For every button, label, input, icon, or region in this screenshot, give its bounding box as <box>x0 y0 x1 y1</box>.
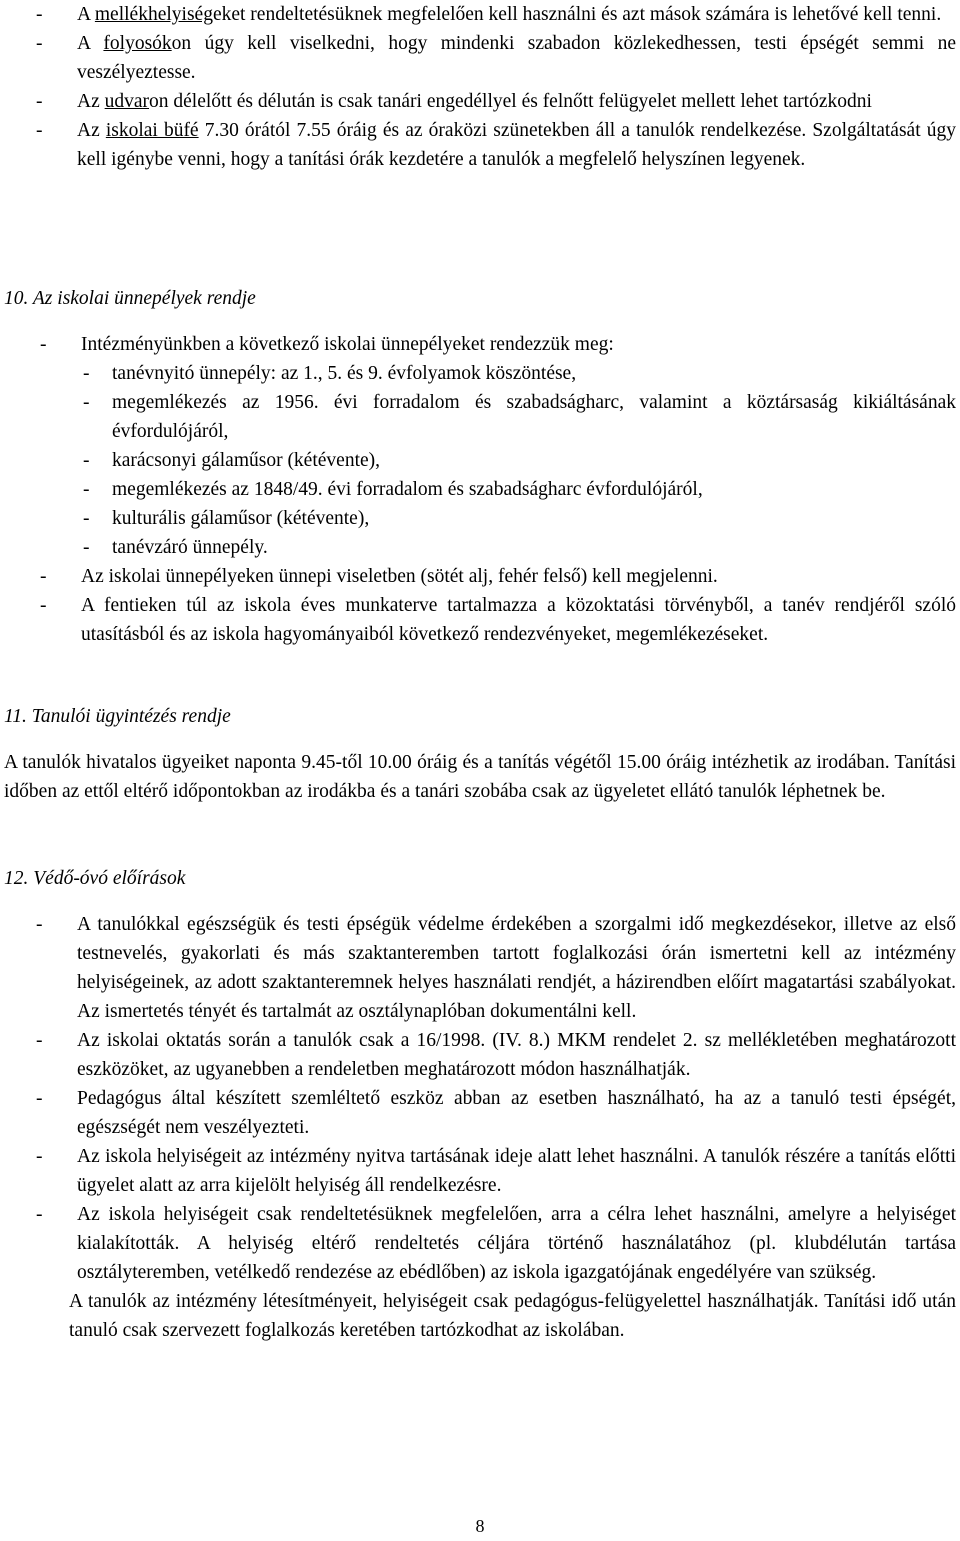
list-item: - Az iskolai oktatás során a tanulók csak a 16/1998. (IV. 8.) MKM rendelet 2. sz mellékletében meghatározott eszközöket, az ugyanebben a rendeletben meghatározott módon használhatják. <box>0 1026 956 1084</box>
ceremony-item: - kulturális gálaműsor (kétévente), <box>0 504 956 533</box>
bullet-dash: - <box>36 120 43 141</box>
bullet-dash: - <box>36 4 43 25</box>
rules-list <box>0 0 956 174</box>
bullet-dash: - <box>36 1030 43 1051</box>
list-item: - Az iskola helyiségeit az intézmény nyitva tartásának ideje alatt lehet használni. A tanulók részére a tanítás előtti ügyelet alatt az arra kijelölt helyiség áll rendelkezésre. <box>0 1142 956 1200</box>
section-11-heading: 11. Tanulói ügyintézés rendje <box>4 706 231 727</box>
bullet-dash: - <box>36 1146 43 1167</box>
list-item: - Az iskolai ünnepélyeken ünnepi viseletben (sötét alj, fehér felső) kell megjelenni. <box>0 562 956 591</box>
section-11-text: A tanulók hivatalos ügyeiket naponta 9.45-től 10.00 óráig és a tanítás végétől 15.00 óráig intézhetik az irodában. Tanítási időben az ettől eltérő időpontokban az irodákba és a tanári szobába csak az ügyeletet ellátó tanulók léphetnek be. <box>4 752 956 802</box>
section-12-heading: 12. Védő-óvó előírások <box>4 868 186 889</box>
list-item: - Az iskolai büfé 7.30 órától 7.55 óráig és az óraközi szünetekben áll a tanulók rendelkezése. Szolgáltatását úgy kell igénybe venni, hogy a tanítási órák kezdetére a tanulók a megfelelő helyszínen legyenek. <box>0 116 956 174</box>
bullet-dash: - <box>40 595 47 616</box>
list-item: - Az udvaron délelőtt és délután is csak tanári engedéllyel és felnőtt felügyelet mellett lehet tartózkodni <box>0 87 956 116</box>
bullet-dash: - <box>83 537 90 558</box>
underlined-term: udvar <box>104 91 150 112</box>
list-item: - A mellékhelyiségeket rendeltetésüknek megfelelően kell használni és azt mások számára is lehetővé kell tenni. <box>0 0 956 29</box>
underlined-term: mellékhelyiség <box>94 4 213 25</box>
bullet-dash: - <box>83 450 90 471</box>
list-item: - Az iskola helyiségeit csak rendeltetésüknek megfelelően, arra a célra lehet használni, amelyre a helyiséget kialakították. A helyiség eltérő rendeltetés céljára történő használatához (pl. klubdélután tartása osztályteremben, vetélkedő rendezése az ebédlőben) az iskola igazgatójának engedélyére van szükség. <box>0 1200 956 1287</box>
bullet-dash: - <box>36 91 43 112</box>
section-10-heading: 10. Az iskolai ünnepélyek rendje <box>4 288 256 309</box>
bullet-dash: - <box>40 334 47 355</box>
bullet-dash: - <box>36 914 43 935</box>
bullet-dash: - <box>36 33 43 54</box>
list-item: - A tanulókkal egészségük és testi épségük védelme érdekében a szorgalmi idő megkezdésekor, illetve az első testnevelés, gyakorlati és más szaktanteremben tartott foglalkozási órán ismertetni kell az intézmény helyiségeinek, az adott szaktanteremnek helyes használati rendjét, a házirendben előírt magatartási szabályokat. Az ismertetés tényét és tartalmát az osztálynaplóban dokumentálni kell. <box>0 910 956 1026</box>
page-number: 8 <box>475 1516 485 1536</box>
underlined-term: iskolai büfé <box>105 120 199 141</box>
bullet-dash: - <box>83 363 90 384</box>
underlined-term: folyosók <box>103 33 172 54</box>
bullet-dash: - <box>36 1204 43 1225</box>
section-10-body <box>0 330 956 649</box>
bullet-dash: - <box>83 392 90 413</box>
section-12-body <box>0 910 956 1345</box>
ceremony-item: - karácsonyi gálaműsor (kétévente), <box>0 446 956 475</box>
ceremony-item: - megemlékezés az 1956. évi forradalom és szabadságharc, valamint a köztársaság kikiáltásának évfordulójáról, <box>0 388 956 446</box>
list-item: - A fentieken túl az iskola éves munkaterve tartalmazza a közoktatási törvényből, a tanév rendjéről szóló utasításból és az iskola hagyományaiból következő rendezvényeket, megemlékezéseket. <box>0 591 956 649</box>
list-item: - A folyosókon úgy kell viselkedni, hogy mindenki szabadon közlekedhessen, testi épségét semmi ne veszélyeztesse. <box>0 29 956 87</box>
bullet-dash: - <box>40 566 47 587</box>
bullet-dash: - <box>83 479 90 500</box>
bullet-dash: - <box>83 508 90 529</box>
ceremony-item: - tanévnyitó ünnepély: az 1., 5. és 9. évfolyamok köszöntése, <box>0 359 956 388</box>
ceremony-item: - tanévzáró ünnepély. <box>0 533 956 562</box>
list-item: - Intézményünkben a következő iskolai ünnepélyeket rendezzük meg: <box>0 330 956 359</box>
continuation-paragraph: A tanulók az intézmény létesítményeit, helyiségeit csak pedagógus-felügyelettel használhatják. Tanítási idő után tanuló csak szervezett foglalkozás keretében tartózkodhat az iskolában. <box>69 1291 956 1341</box>
bullet-dash: - <box>36 1088 43 1109</box>
ceremony-item: - megemlékezés az 1848/49. évi forradalom és szabadságharc évfordulójáról, <box>0 475 956 504</box>
list-item: - Pedagógus által készített szemléltető eszköz abban az esetben használható, ha az a tanuló testi épségét, egészségét nem veszélyezteti. <box>0 1084 956 1142</box>
